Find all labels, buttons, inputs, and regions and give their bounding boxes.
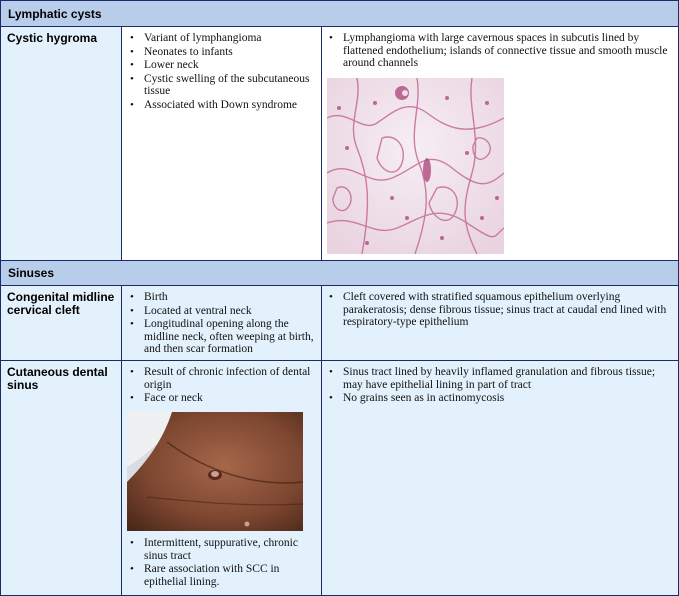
list-item: • Located at ventral neck — [128, 305, 318, 318]
list-item: • Cystic swelling of the subcutaneous tissue — [128, 73, 316, 98]
hygroma-clinical-list — [128, 32, 316, 112]
list-item: • Lymphangioma with large cavernous spaces in subcutis lined by flattened endothelium; islands of connective tissue and smooth muscle around channels — [327, 32, 672, 70]
row-label-cervical-cleft: Congenital midline cervical cleft — [7, 290, 115, 317]
section-title-sinuses: Sinuses — [8, 266, 55, 280]
section-header-sinuses — [1, 261, 678, 285]
hline-1 — [0, 26, 679, 27]
hline-3 — [0, 285, 679, 286]
row-label-dental-sinus: Cutaneous dental sinus — [7, 365, 108, 392]
vline-2a — [321, 26, 322, 260]
list-item: • Birth — [128, 291, 318, 304]
vline-1a — [121, 26, 122, 260]
hline-2 — [0, 260, 679, 261]
list-item: • Variant of lymphangioma — [128, 32, 316, 45]
dental-clinical-list-top — [128, 366, 316, 406]
list-item: • Intermittent, suppurative, chronic sinus tract — [128, 537, 316, 562]
section-title-lymphatic: Lymphatic cysts — [8, 7, 102, 21]
hline-4 — [0, 360, 679, 361]
dental-pathology-list — [327, 366, 672, 406]
histology-illustration — [327, 78, 504, 254]
list-item: • Result of chronic infection of dental origin — [128, 366, 316, 391]
section-header-lymphatic — [1, 1, 678, 26]
cell-dental-label — [1, 361, 121, 595]
list-item: • Lower neck — [128, 59, 316, 72]
clinical-photo-illustration — [127, 412, 303, 531]
list-item: • Associated with Down syndrome — [128, 99, 316, 112]
dental-clinical-list-bottom — [128, 537, 316, 589]
list-item: • Cleft covered with stratified squamous epithelium overlying parakeratosis; dense fibrous tissue; sinus tract at caudal end lined with respiratory-type epithelium — [327, 291, 672, 329]
list-item: • Neonates to infants — [128, 46, 316, 59]
list-item: • Longitudinal opening along the midline neck, often weeping at birth, and then scar formation — [128, 318, 318, 356]
cleft-pathology-list — [327, 291, 672, 330]
row-label-cystic-hygroma: Cystic hygroma — [7, 31, 98, 45]
list-item: • Face or neck — [128, 392, 316, 405]
hygroma-pathology-list — [327, 32, 672, 71]
vline-2b — [321, 285, 322, 596]
dental-sinus-clinical-photo — [127, 412, 303, 531]
border-top — [0, 0, 679, 1]
lymphangioma-histology-image — [327, 78, 504, 254]
vline-top-1 — [121, 0, 122, 1]
border-left — [0, 0, 1, 596]
cleft-clinical-list — [128, 291, 318, 357]
cell-hygroma-label — [1, 27, 121, 260]
list-item: • Rare association with SCC in epithelial lining. — [128, 563, 316, 588]
list-item: • No grains seen as in actinomycosis — [327, 392, 672, 405]
list-item: • Sinus tract lined by heavily inflamed granulation and fibrous tissue; may have epithelial lining in part of tract — [327, 366, 672, 391]
vline-1b — [121, 285, 122, 596]
